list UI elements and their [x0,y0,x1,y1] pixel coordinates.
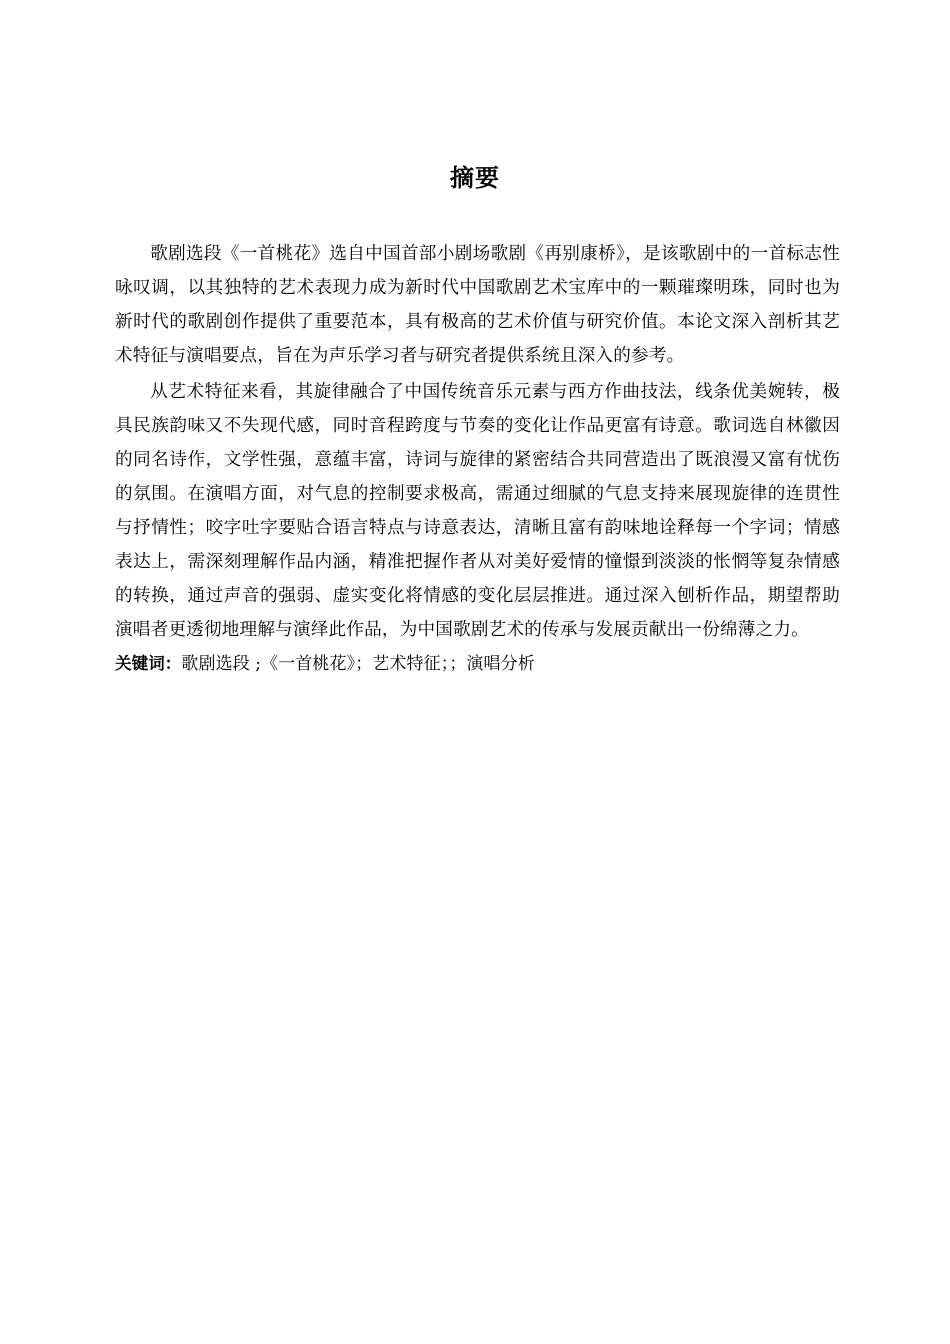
abstract-title: 摘要 [450,164,500,192]
abstract-body [115,237,840,681]
keywords-text: 歌剧选段 ;《一首桃花》；艺术特征；；演唱分析 [181,654,535,674]
abstract-paragraph-2: 从艺术特征来看，其旋律融合了中国传统音乐元素与西方作曲技法，线条优美婉转，极具民族韵味又不失现代感，同时音程跨度与节奏的变化让作品更富有诗意。歌词选自林徽因的同名诗作，文学性强，意蕴丰富，诗词与旋律的紧密结合共同营造出了既浪漫又富有忧伤的氛围。在演唱方面，对气息的控制要求极高，需通过细腻的气息支持来展现旋律的连贯性与抒情性；咬字吐字要贴合语言特点与诗意表达，清晰且富有韵味地诠释每一个字词；情感表达上，需深刻理解作品内涵，精准把握作者从对美好爱情的憧憬到淡淡的怅惘等复杂情感的转换，通过声音的强弱、虚实变化将情感的变化层层推进。通过深入刨析作品，期望帮助演唱者更透彻地理解与演绎此作品，为中国歌剧艺术的传承与发展贡献出一份绵薄之力。 [115,382,840,640]
abstract-paragraph-1: 歌剧选段《一首桃花》选自中国首部小剧场歌剧《再别康桥》，是该歌剧中的一首标志性咏叹调，以其独特的艺术表现力成为新时代中国歌剧艺术宝库中的一颗璀璨明珠，同时也为新时代的歌剧创作提供了重要范本，具有极高的艺术价值与研究价值。本论文深入剖析其艺术特征与演唱要点，旨在为声乐学习者与研究者提供系统且深入的参考。 [115,244,840,366]
keywords-label: 关键词： [115,654,182,673]
keywords-line [115,647,840,681]
